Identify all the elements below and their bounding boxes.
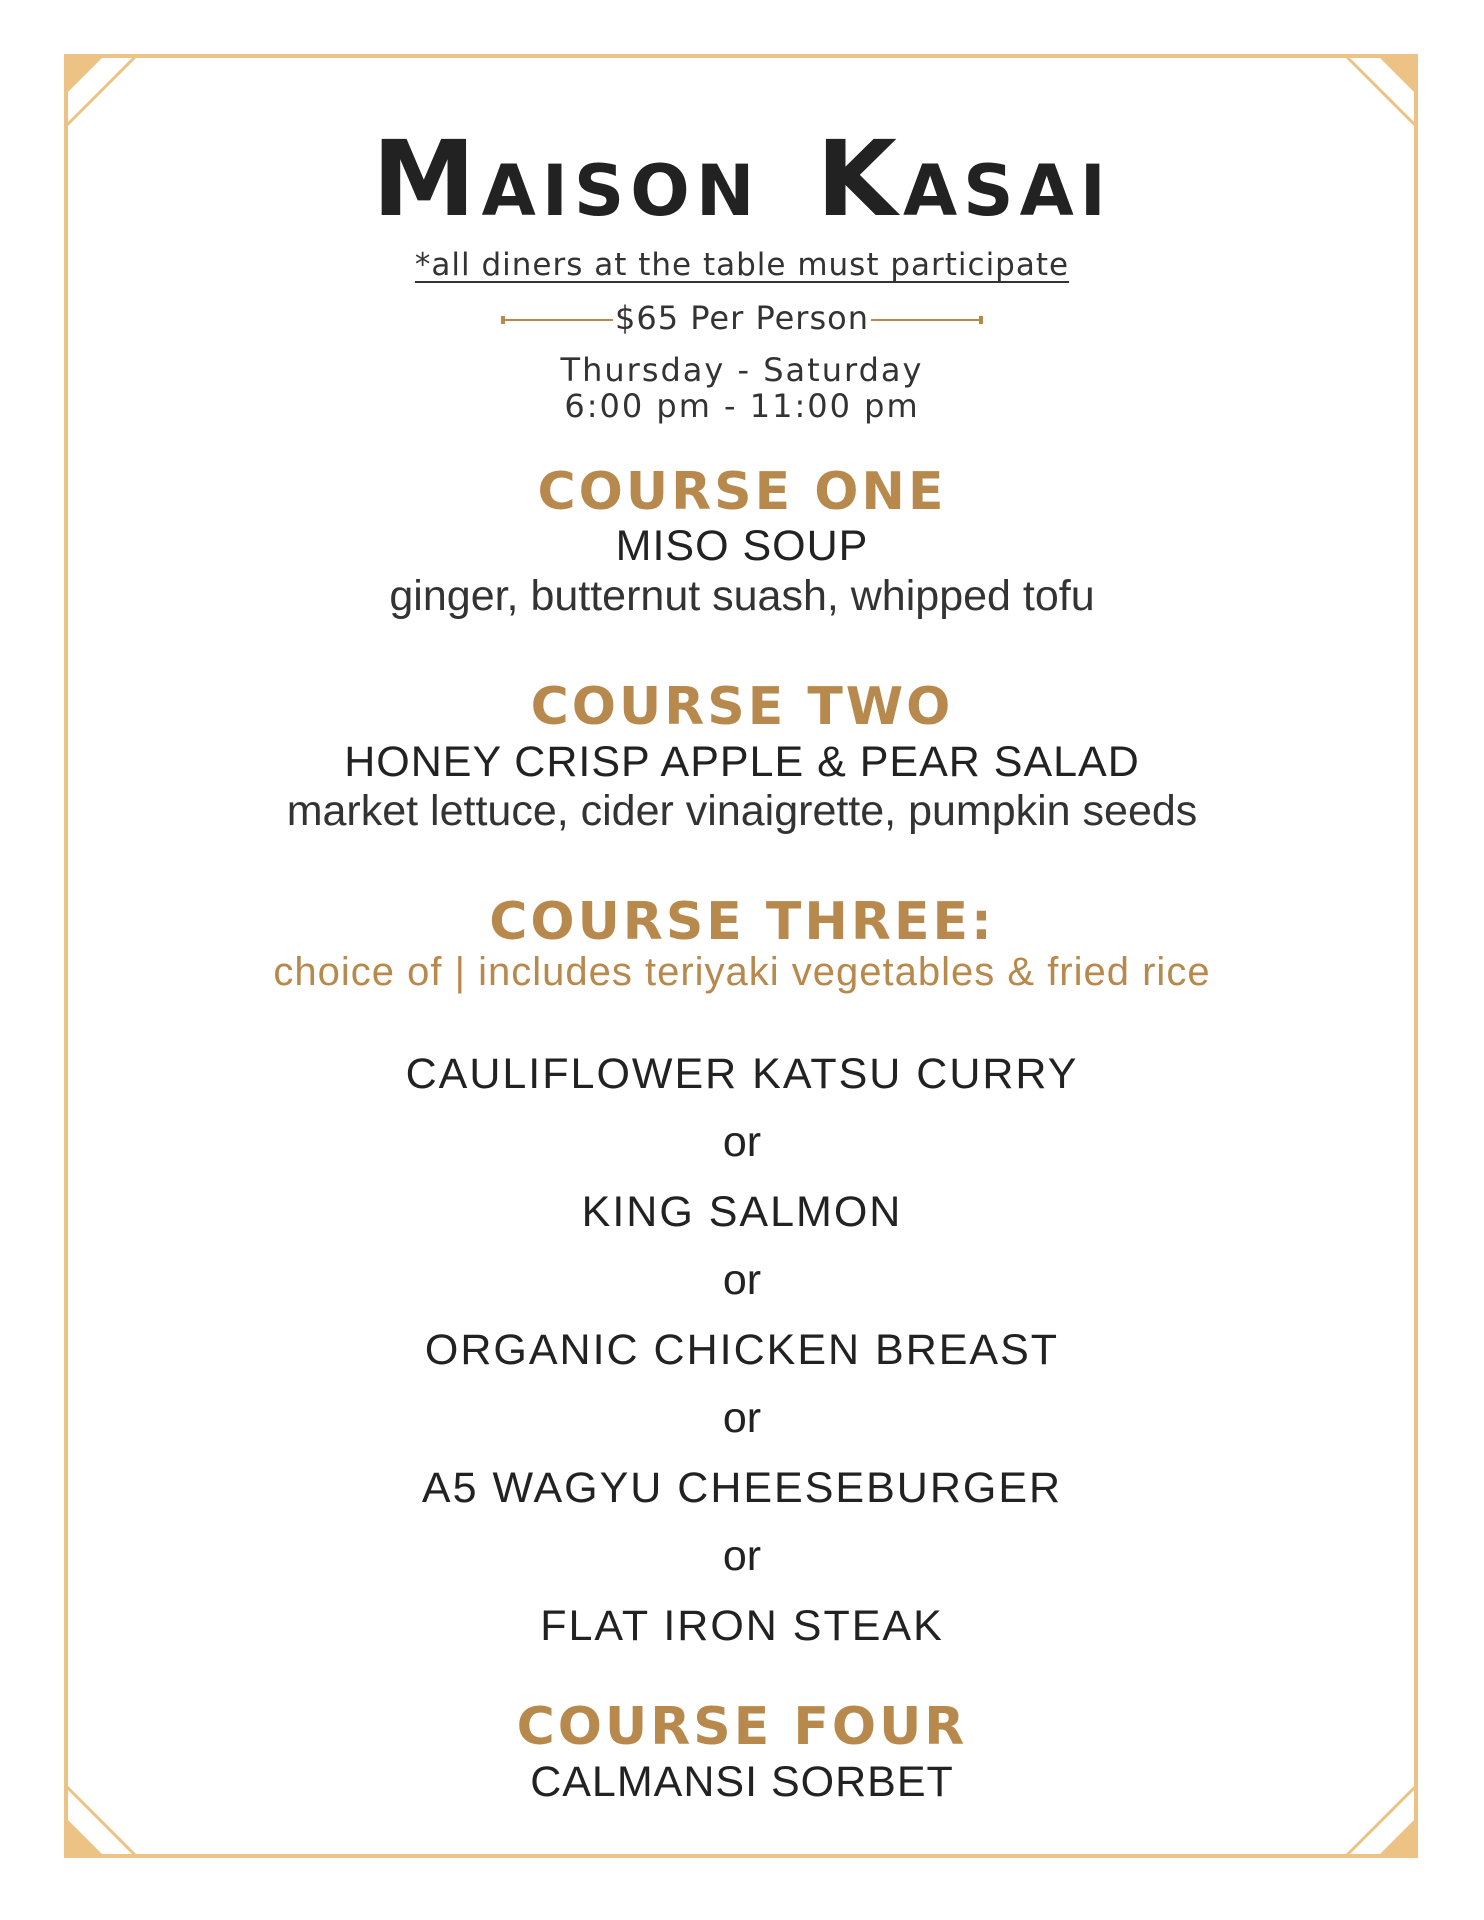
- choice-separator: or: [722, 1394, 762, 1442]
- logo-initial-k: K: [816, 118, 903, 240]
- hours-time: 6:00 pm - 11:00 pm: [564, 387, 920, 425]
- choice-item: FLAT IRON STEAK: [540, 1602, 944, 1650]
- price-text: $65 Per Person: [615, 299, 869, 337]
- price-line: [0, 299, 1484, 337]
- course-four-title: COURSE FOUR: [516, 1697, 968, 1757]
- hours-days: Thursday - Saturday: [560, 351, 924, 389]
- choice-separator: or: [722, 1256, 762, 1304]
- logo-word-aison: AISON: [481, 150, 761, 232]
- logo-word-asai: ASAI: [903, 150, 1112, 232]
- choice-item: CAULIFLOWER KATSU CURRY: [405, 1050, 1079, 1098]
- course-one-title: COURSE ONE: [537, 462, 947, 522]
- choice-separator: or: [722, 1532, 762, 1580]
- course-three-subtitle: choice of | includes teriyaki vegetables & fried rice: [273, 950, 1211, 994]
- choice-item: ORGANIC CHICKEN BREAST: [424, 1326, 1060, 1374]
- course-two-dish: HONEY CRISP APPLE & PEAR SALAD: [344, 738, 1140, 786]
- choice-item: KING SALMON: [581, 1188, 903, 1236]
- participation-note: [0, 247, 1484, 283]
- logo-initial-m: M: [372, 118, 482, 240]
- course-one-description: ginger, butternut suash, whipped tofu: [389, 572, 1095, 620]
- course-one-dish: MISO SOUP: [615, 522, 869, 570]
- hours: [0, 352, 1484, 424]
- course-four-dish: CALMANSI SORBET: [530, 1758, 954, 1806]
- participation-note-text: *all diners at the table must participate: [414, 247, 1070, 283]
- course-two-title: COURSE TWO: [530, 677, 954, 737]
- choice-separator: or: [722, 1118, 762, 1166]
- choice-item: A5 WAGYU CHEESEBURGER: [421, 1464, 1063, 1512]
- price-rule-left: [501, 319, 613, 321]
- restaurant-logo: [0, 118, 1484, 240]
- price-rule-right: [871, 319, 983, 321]
- course-two-description: market lettuce, cider vinaigrette, pumpkin seeds: [286, 787, 1198, 835]
- course-three-title: COURSE THREE:: [489, 892, 995, 952]
